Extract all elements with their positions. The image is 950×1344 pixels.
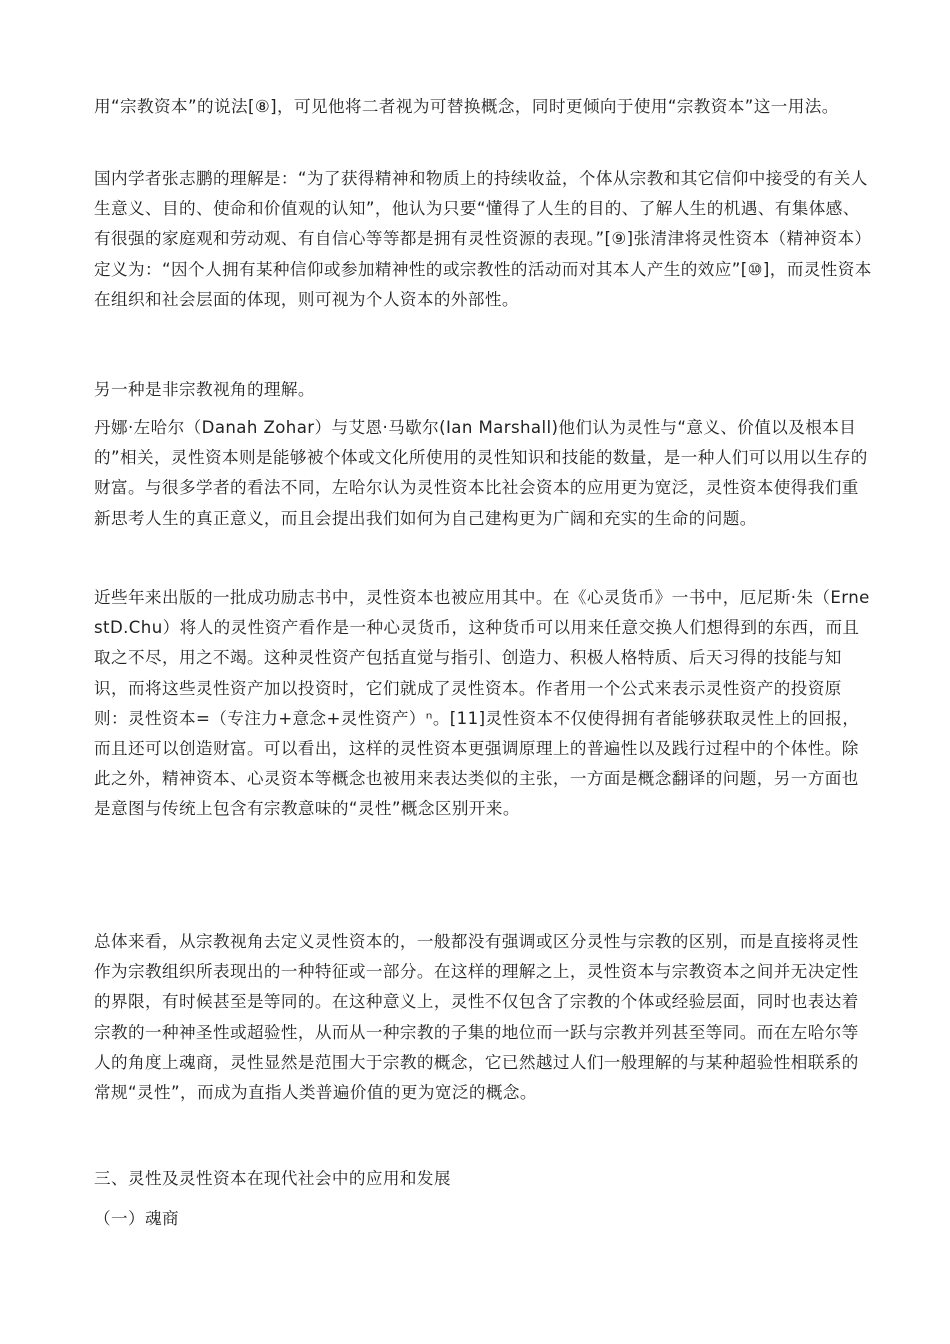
paragraph-5: 近些年来出版的一批成功励志书中，灵性资本也被应用其中。在《心灵货币》一书中，厄尼斯·朱（ErnestD.Chu）将人的灵性资产看作是一种心灵货币，这种货币可以用来任意交换人们想得到的东西，而且取之不尽，用之不竭。这种灵性资产包括直觉与指引、创造力、积极人格特质、后天习得的技能与知识，而将这些灵性资产加以投资时，它们就成了灵性资本。作者用一个公式来表示灵性资产的投资原则：灵性资本=（专注力+意念+灵性资产）ⁿ。[11]灵性资本不仅使得拥有者能够获取灵性上的回报，而且还可以创造财富。可以看出，这样的灵性资本更强调原理上的普遍性以及践行过程中的个体性。除此之外，精神资本、心灵资本等概念也被用来表达类似的主张，一方面是概念翻译的问题，另一方面也是意图与传统上包含有宗教意味的“灵性”概念区别开来。 xyxy=(94,588,870,819)
paragraph-2: 国内学者张志鹏的理解是：“为了获得精神和物质上的持续收益，个体从宗教和其它信仰中接受的有关人生意义、目的、使命和价值观的认知”，他认为只要“懂得了人生的目的、了解人生的机遇、有集体感、有很强的家庭观和劳动观、有自信心等等都是拥有灵性资源的表现。”[⑨]张清津将灵性资本（精神资本）定义为：“因个人拥有某种信仰或参加精神性的或宗教性的活动而对其本人产生的效应”[⑩]，而灵性资本在组织和社会层面的体现，则可视为个人资本的外部性。 xyxy=(94,169,872,309)
paragraph-6: 总体来看，从宗教视角去定义灵性资本的，一般都没有强调或区分灵性与宗教的区别，而是直接将灵性作为宗教组织所表现出的一种特征或一部分。在这样的理解之上，灵性资本与宗教资本之间并无决定性的界限，有时候甚至是等同的。在这种意义上，灵性不仅包含了宗教的个体或经验层面，同时也表达着宗教的一种神圣性或超验性，从而从一种宗教的子集的地位而一跃与宗教并列甚至等同。而在左哈尔等人的角度上魂商，灵性显然是范围大于宗教的概念，它已然越过人们一般理解的与某种超验性相联系的常规“灵性”，而成为直指人类普遍价值的更为宽泛的概念。 xyxy=(94,932,859,1103)
subsection-heading: （一）魂商 xyxy=(94,1209,179,1228)
paragraph-1: 用“宗教资本”的说法[⑧]，可见他将二者视为可替换概念，同时更倾向于使用“宗教资本”这一用法。 xyxy=(94,97,839,116)
paragraph-4: 丹娜·左哈尔（Danah Zohar）与艾恩·马歇尔(Ian Marshall)他们认为灵性与“意义、价值以及根本目的”相关，灵性资本则是能够被个体或文化所使用的灵性知识和技能的数量，是一种人们可以用以生存的财富。与很多学者的看法不同，左哈尔认为灵性资本比社会资本的应用更为宽泛，灵性资本使得我们重新思考人生的真正意义，而且会提出我们如何为自己建构更为广阔和充实的生命的问题。 xyxy=(94,418,868,528)
paragraph-3: 另一种是非宗教视角的理解。 xyxy=(94,380,315,399)
section-heading: 三、灵性及灵性资本在现代社会中的应用和发展 xyxy=(94,1169,451,1188)
